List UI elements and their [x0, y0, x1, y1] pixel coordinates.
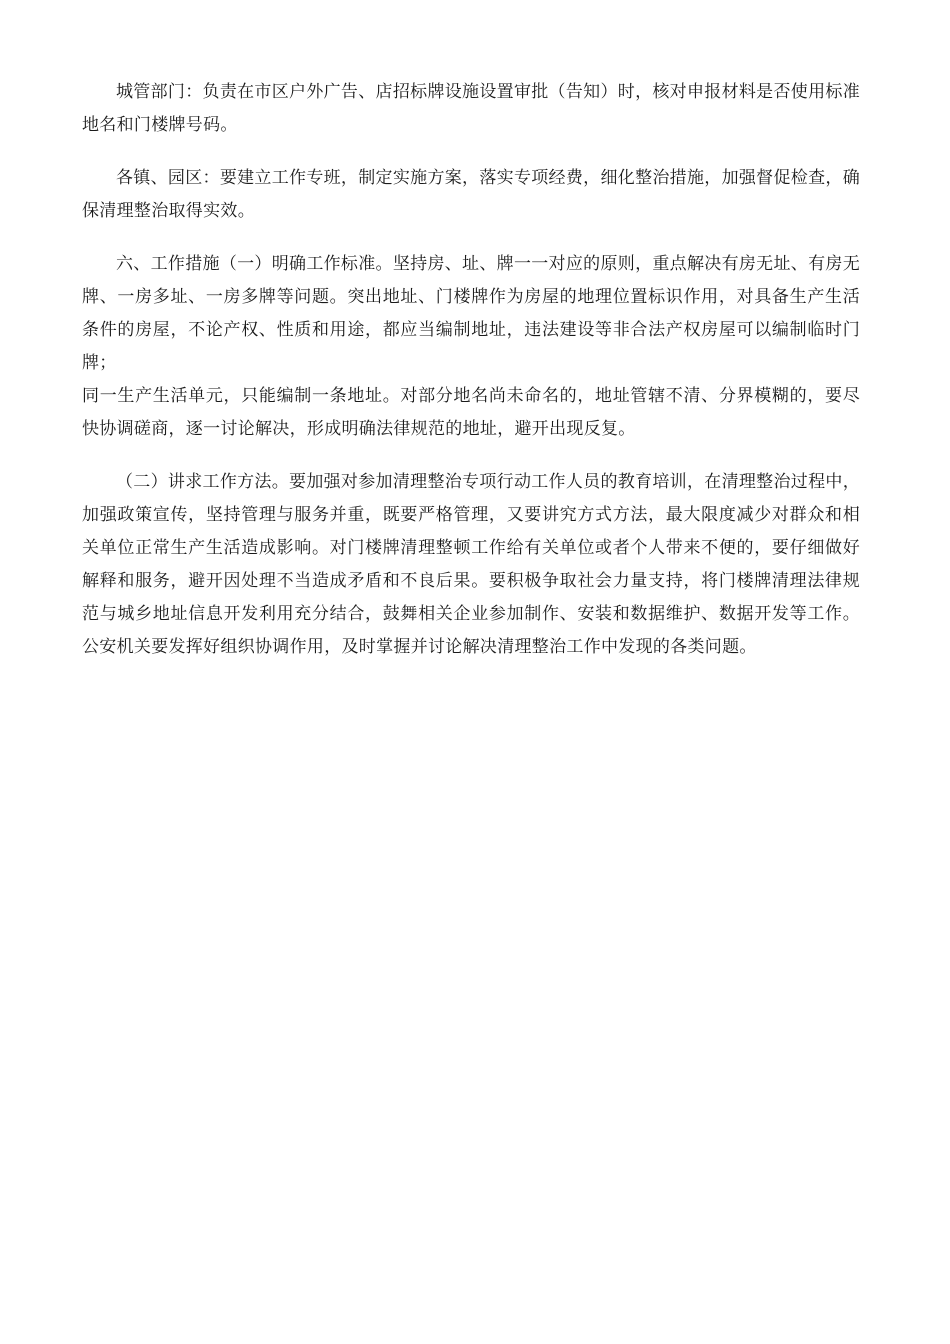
paragraph-work-methods: （二）讲求工作方法。要加强对参加清理整治专项行动工作人员的教育培训，在清理整治过程中，加强政策宣传，坚持管理与服务并重，既要严格管理，又要讲究方式方法，最大限度减少对群众和相关单位正常生产生活造成影响。对门楼牌清理整顿工作给有关单位或者个人带来不便的，要仔细做好解释和服务，避开因处理不当造成矛盾和不良后果。要积极争取社会力量支持，将门楼牌清理法律规范与城乡地址信息开发利用充分结合，鼓舞相关企业参加制作、安装和数据维护、数据开发等工作。公安机关要发挥好组织协调作用，及时掌握并讨论解决清理整治工作中发现的各类问题。	[82, 472, 860, 657]
paragraph-work-measures: 六、工作措施（一）明确工作标准。坚持房、址、牌一一对应的原则，重点解决有房无址、有房无牌、一房多址、一房多牌等问题。突出地址、门楼牌作为房屋的地理位置标识作用，对具备生产生活条件的房屋，不论产权、性质和用途，都应当编制地址，违法建设等非合法产权房屋可以编制临时门牌；	[82, 254, 860, 373]
document-page	[82, 76, 860, 664]
paragraph-urban-management: 城管部门：负责在市区户外广告、店招标牌设施设置审批（告知）时，核对申报材料是否使用标准地名和门楼牌号码。	[82, 82, 860, 135]
paragraph-single-unit: 同一生产生活单元，只能编制一条地址。对部分地名尚未命名的，地址管辖不清、分界模糊的，要尽快协调磋商，逐一讨论解决，形成明确法律规范的地址，避开出现反复。	[82, 386, 860, 439]
paragraph-towns-parks: 各镇、园区：要建立工作专班，制定实施方案，落实专项经费，细化整治措施，加强督促检查，确保清理整治取得实效。	[82, 168, 860, 221]
